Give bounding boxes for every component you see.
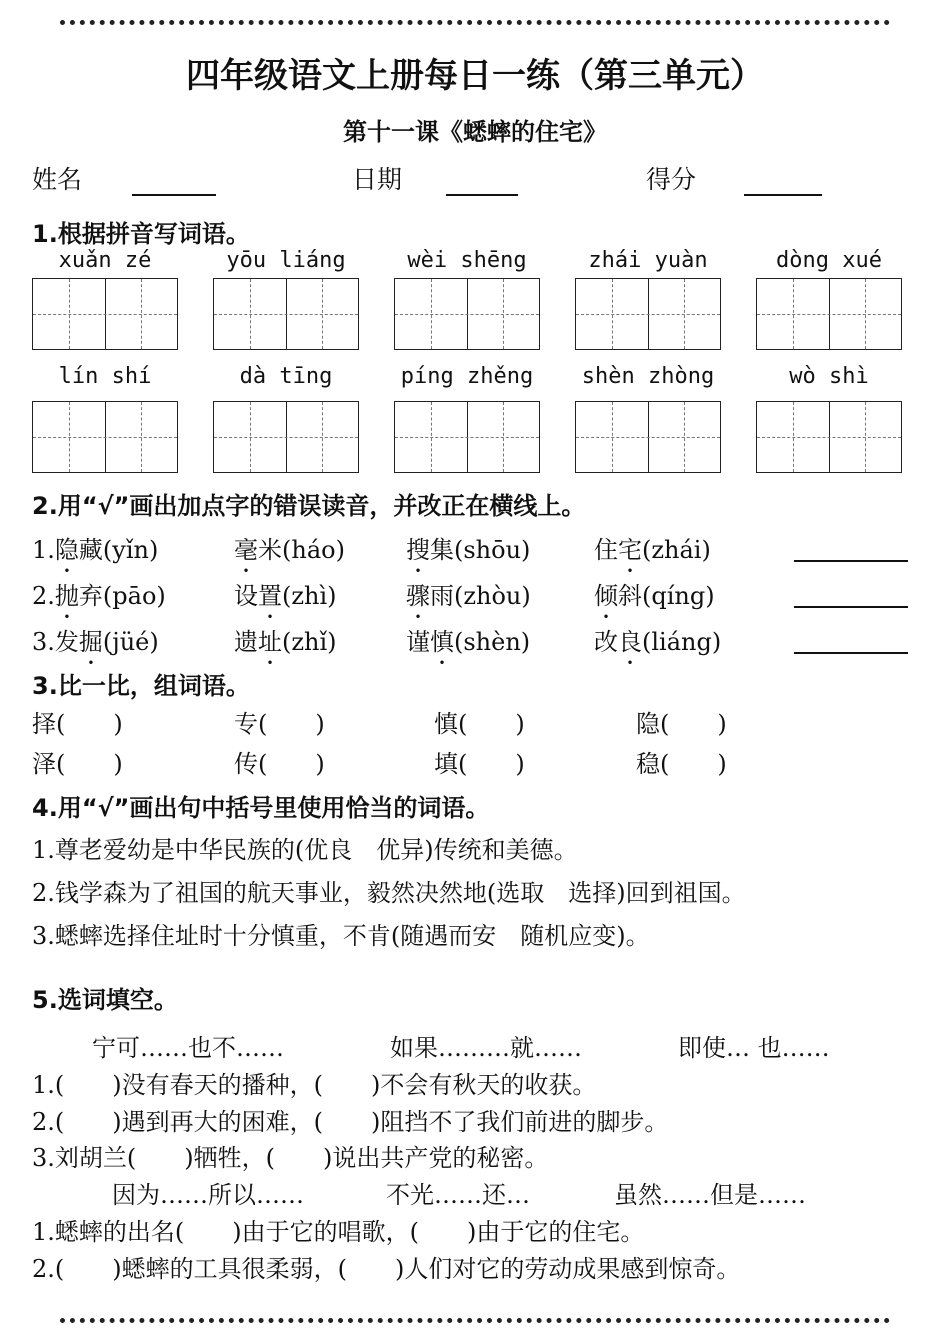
pronunciation-item [32,530,158,578]
pronunciation-item [234,530,345,578]
dotted-character: 址 [258,628,282,656]
word-choice-5: 不光……还… [386,1181,530,1209]
date-field [352,160,518,196]
item-prefix: 2. [32,582,55,610]
compare-item: 专( ) [234,710,325,738]
writing-box[interactable] [756,401,902,473]
dotted-character: 宅 [618,536,642,564]
dotted-character: 抛 [54,582,79,610]
compare-item: 填( ) [434,750,525,778]
pronunciation-item [406,576,531,624]
word-choice-4: 因为……所以…… [112,1181,304,1209]
dotted-character: 倾 [594,582,618,610]
pinyin-label: dòng xué [776,248,882,273]
word-choice-3: 即使… 也…… [678,1034,830,1062]
pronunciation-item [594,622,721,670]
writing-box[interactable] [756,278,902,350]
pronunciation-item [406,622,530,670]
pronunciation-item [406,530,530,578]
pinyin-label: wèi shēng [407,248,527,273]
compare-item: 慎( ) [434,710,525,738]
compare-item: 传( ) [234,750,325,778]
pinyin-label: wò shì [789,364,869,389]
top-dotted-border [60,20,890,25]
name-label: 姓名 [32,165,83,194]
pronunciation-item [234,576,337,624]
sentence-line-2: 2.钱学森为了祖国的航天事业，毅然决然地(选取 选择)回到祖国。 [32,879,746,907]
item-reading: 弃(pāo) [78,582,166,610]
writing-box[interactable] [575,278,721,350]
sentence-line-3: 3.蟋蟀选择住址时十分慎重，不肯(随遇而安 随机应变)。 [32,922,650,950]
writing-box[interactable] [394,278,540,350]
writing-box[interactable] [32,401,178,473]
dotted-character: 搜 [406,536,430,564]
pinyin-label: shèn zhòng [581,364,715,389]
answer-line[interactable] [794,560,908,562]
pronunciation-item [594,530,711,578]
item-reading: 米(háo) [258,536,345,564]
word-choice-6: 虽然……但是…… [614,1181,806,1209]
word-choice-2: 如果………就…… [390,1034,582,1062]
item-reading: (shèn) [454,628,531,656]
name-field [32,160,216,196]
bottom-dotted-border [60,1318,890,1323]
fill-line-2: 2.( )遇到再大的困难，( )阻挡不了我们前进的脚步。 [32,1108,669,1136]
section1-heading: 1.根据拼音写词语。 [32,220,250,248]
pinyin-label: píng zhěng [400,364,534,389]
date-label: 日期 [352,165,403,194]
pinyin-label: zhái yuàn [588,248,708,273]
item-prefix: 谨 [406,628,430,656]
score-field [646,160,822,196]
item-prefix: 设 [234,582,258,610]
dotted-character: 慎 [430,628,454,656]
dotted-character: 隐 [54,536,79,564]
dotted-character: 良 [618,628,642,656]
score-label: 得分 [646,165,697,194]
pronunciation-item [32,576,166,624]
fill-line-3: 3.刘胡兰( )牺牲，( )说出共产党的秘密。 [32,1144,549,1172]
fill-line-1: 1.( )没有春天的播种，( )不会有秋天的收获。 [32,1071,597,1099]
item-reading: (zhì) [282,582,337,610]
dotted-character: 置 [258,582,282,610]
item-reading: 斜(qíng) [618,582,715,610]
item-reading: (liáng) [642,628,722,656]
section4-heading: 4.用“√”画出句中括号里使用恰当的词语。 [32,794,490,822]
pronunciation-item [594,576,715,624]
word-choice-1: 宁可……也不…… [92,1034,284,1062]
page-subtitle: 第十一课《蟋蟀的住宅》 [343,118,607,146]
compare-item: 稳( ) [636,750,727,778]
item-prefix: 3.发 [32,628,79,656]
dotted-character: 毫 [234,536,258,564]
page-title: 四年级语文上册每日一练（第三单元） [186,56,764,96]
compare-item: 择( ) [32,710,123,738]
item-prefix: 住 [594,536,618,564]
pinyin-label: dà tīng [239,364,333,389]
dotted-character: 掘 [78,628,103,656]
item-prefix: 1. [32,536,55,564]
item-reading: (zhái) [642,536,711,564]
section3-heading: 3.比一比，组词语。 [32,672,250,700]
pronunciation-item [32,622,159,670]
compare-item: 泽( ) [32,750,123,778]
fill-line-5: 2.( )蟋蟀的工具很柔弱，( )人们对它的劳动成果感到惊奇。 [32,1255,741,1283]
name-blank [132,166,216,196]
score-blank [744,166,822,196]
item-reading: (jüé) [102,628,159,656]
item-prefix: 改 [594,628,618,656]
date-blank [446,166,518,196]
fill-line-4: 1.蟋蟀的出名( )由于它的唱歌，( )由于它的住宅。 [32,1218,645,1246]
answer-line[interactable] [794,606,908,608]
pronunciation-item [234,622,337,670]
sentence-line-1: 1.尊老爱幼是中华民族的(优良 优异)传统和美德。 [32,836,578,864]
dotted-character: 骤 [406,582,430,610]
compare-item: 隐( ) [636,710,727,738]
section2-heading: 2.用“√”画出加点字的错误读音，并改正在横线上。 [32,492,586,520]
writing-box[interactable] [394,401,540,473]
item-reading: 藏(yǐn) [78,536,159,564]
item-reading: (zhǐ) [282,628,337,656]
writing-box[interactable] [213,278,359,350]
item-prefix: 遗 [234,628,258,656]
item-reading: 集(shōu) [430,536,531,564]
pinyin-label: yōu liáng [226,248,346,273]
writing-box[interactable] [575,401,721,473]
pinyin-label: lín shí [58,364,152,389]
pinyin-label: xuǎn zé [58,248,152,273]
writing-box[interactable] [213,401,359,473]
writing-box[interactable] [32,278,178,350]
answer-line[interactable] [794,652,908,654]
section5-heading: 5.选词填空。 [32,986,178,1014]
item-reading: 雨(zhòu) [430,582,531,610]
